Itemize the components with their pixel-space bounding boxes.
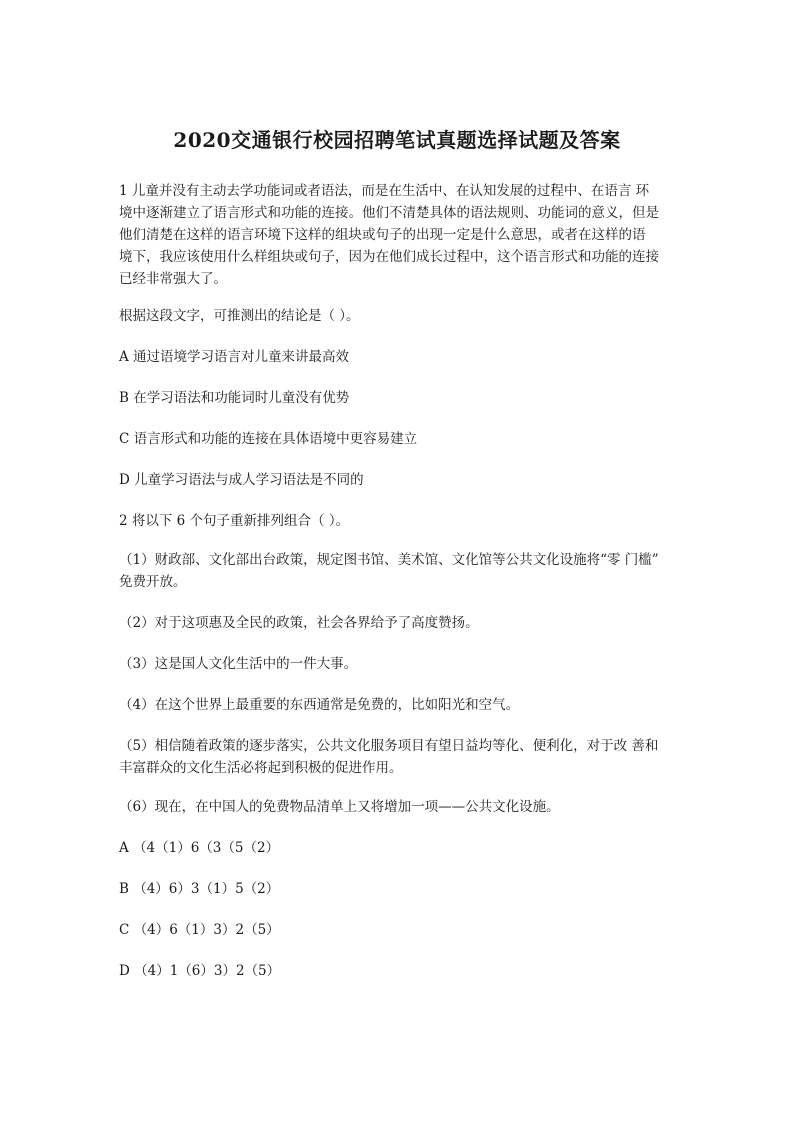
q2-sentence-1 [119,549,689,593]
q2-option-a: A （4（1）6（3（5（2） [119,840,280,856]
q2-sentence-5 [119,735,689,779]
q1-passage-line: 他们清楚在这样的语言环境下这样的组块或句子的出现一定是什么意思，或者在这样的语 [119,227,646,243]
q2-sentence-5-line: 丰富群众的文化生活必将起到积极的促进作用。 [119,760,403,776]
q2-sentence-3: （3）这是国人文化生活中的一件大事。 [119,656,358,672]
q2-sentence-5-line: （5）相信随着政策的逐步落实，公共文化服务项目有望日益均等化、便利化，对于改 善和 [119,738,659,754]
q1-passage-line: 境下，我应该使用什么样组块或句子，因为在他们成长过程中，这个语言形式和功能的连接 [119,249,659,265]
q2-option-c: C （4）6（1）3）2（5） [119,922,280,938]
q1-passage-line: 已经非常强大了。 [119,271,227,287]
q1-question: 根据这段文字，可推测出的结论是（ ）。 [119,308,360,324]
q2-option-d: D （4）1（6）3）2（5） [119,963,281,979]
q2-question: 2 将以下 6 个句子重新排列组合（ ）。 [119,513,350,529]
document-title: 2020交通银行校园招聘笔试真题选择试题及答案 [173,128,621,152]
q1-option-d: D 儿童学习语法与成人学习语法是不同的 [119,472,364,488]
q1-option-a: A 通过语境学习语言对儿童来讲最高效 [119,349,350,365]
q2-sentence-6: （6）现在，在中国人的免费物品清单上又将增加一项——公共文化设施。 [119,799,560,815]
q1-option-c: C 语言形式和功能的连接在具体语境中更容易建立 [119,431,418,447]
q1-passage-line: 境中逐渐建立了语言形式和功能的连接。他们不清楚具体的语法规则、功能词的意义，但是 [119,205,659,221]
q2-option-b: B （4）6）3（1）5（2） [119,881,280,897]
q2-sentence-4: （4）在这个世界上最重要的东西通常是免费的，比如阳光和空气。 [119,697,520,713]
q2-sentence-2: （2）对于这项惠及全民的政策，社会各界给予了高度赞扬。 [119,615,479,631]
q1-passage [119,180,689,290]
q2-sentence-1-line: （1）财政部、文化部出台政策，规定图书馆、美术馆、文化馆等公共文化设施将“零 门槛” [119,552,659,568]
q1-passage-line: 1 儿童并没有主动去学功能词或者语法，而是在生活中、在认知发展的过程中、在语言 环 [119,183,650,199]
q2-sentence-1-line: 免费开放。 [119,574,187,590]
q1-option-b: B 在学习语法和功能词时儿童没有优势 [119,390,350,406]
